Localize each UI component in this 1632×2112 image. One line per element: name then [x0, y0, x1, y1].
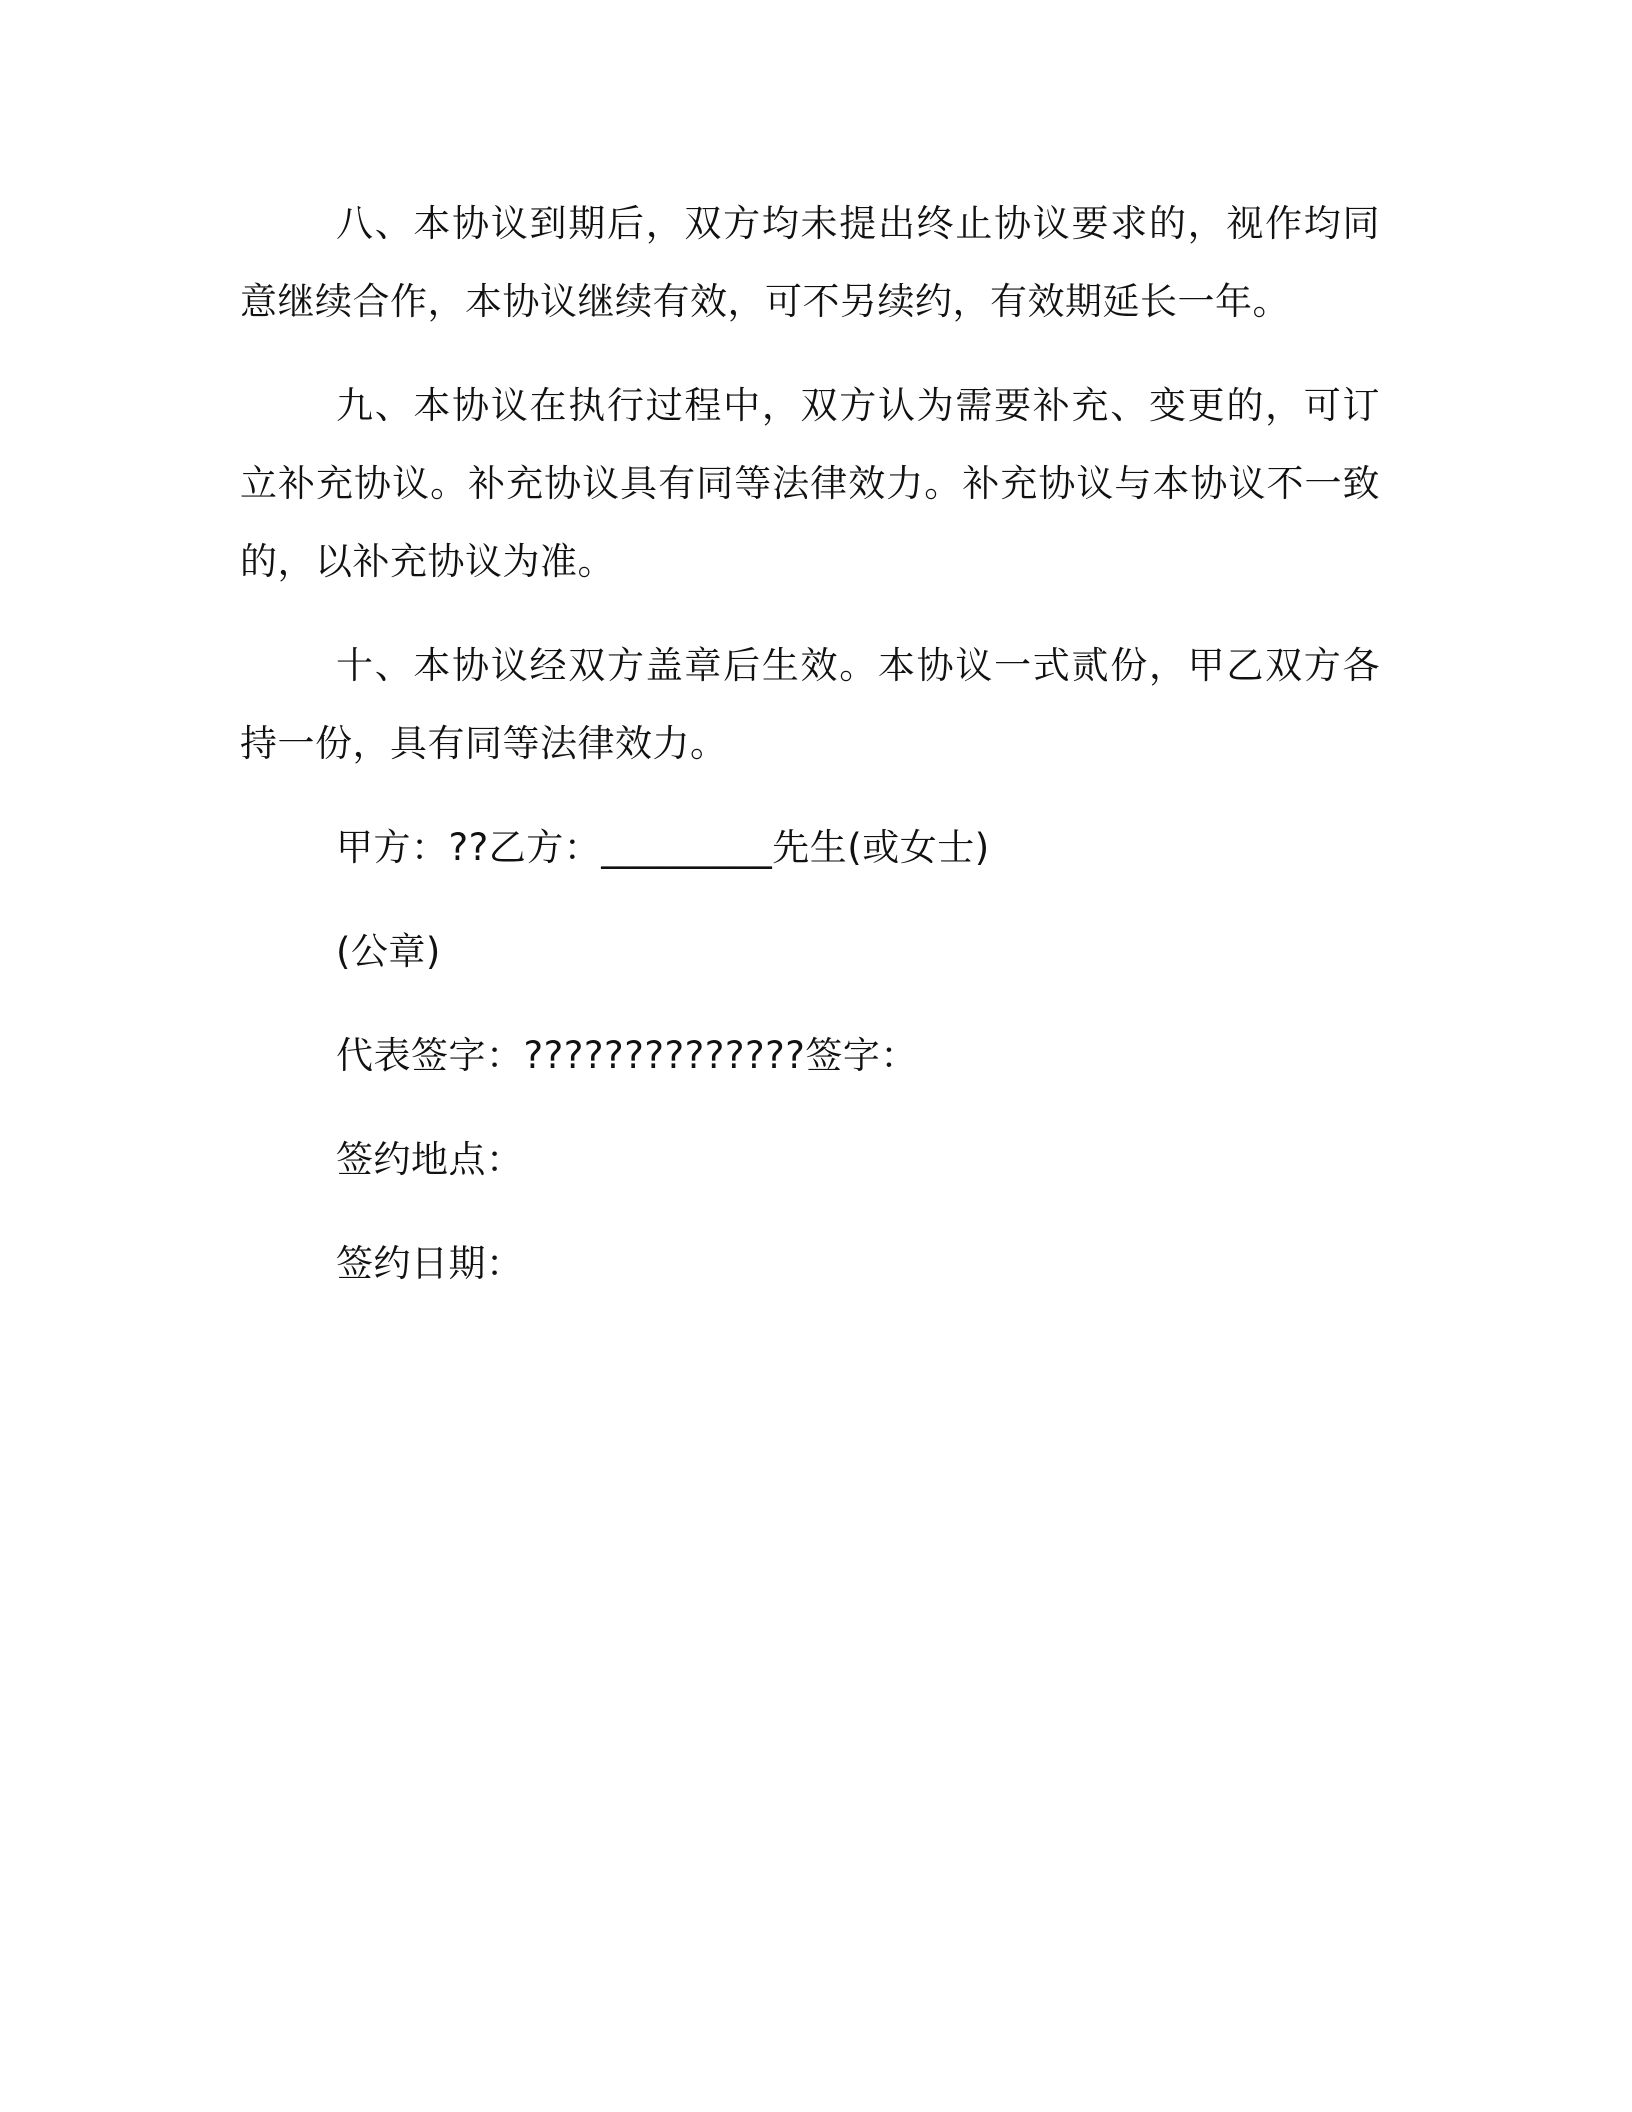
document-body: [240, 185, 1380, 1329]
party-line: 甲方：??乙方：_________先生(或女士): [336, 826, 990, 869]
clause-eight: 八、本协议到期后，双方均未提出终止协议要求的，视作均同意继续合作，本协议继续有效，可不另续约，有效期延长一年。: [240, 202, 1380, 323]
signing-date-line: 签约日期：: [336, 1242, 524, 1285]
representative-signature-line: 代表签字：??????????????签字：: [336, 1034, 918, 1077]
signing-location-line: 签约地点：: [336, 1138, 524, 1181]
official-seal-line: (公章): [336, 930, 441, 973]
clause-ten: 十、本协议经双方盖章后生效。本协议一式贰份，甲乙双方各持一份，具有同等法律效力。: [240, 644, 1380, 765]
clause-nine: 九、本协议在执行过程中，双方认为需要补充、变更的，可订立补充协议。补充协议具有同等法律效力。补充协议与本协议不一致的，以补充协议为准。: [240, 384, 1380, 583]
